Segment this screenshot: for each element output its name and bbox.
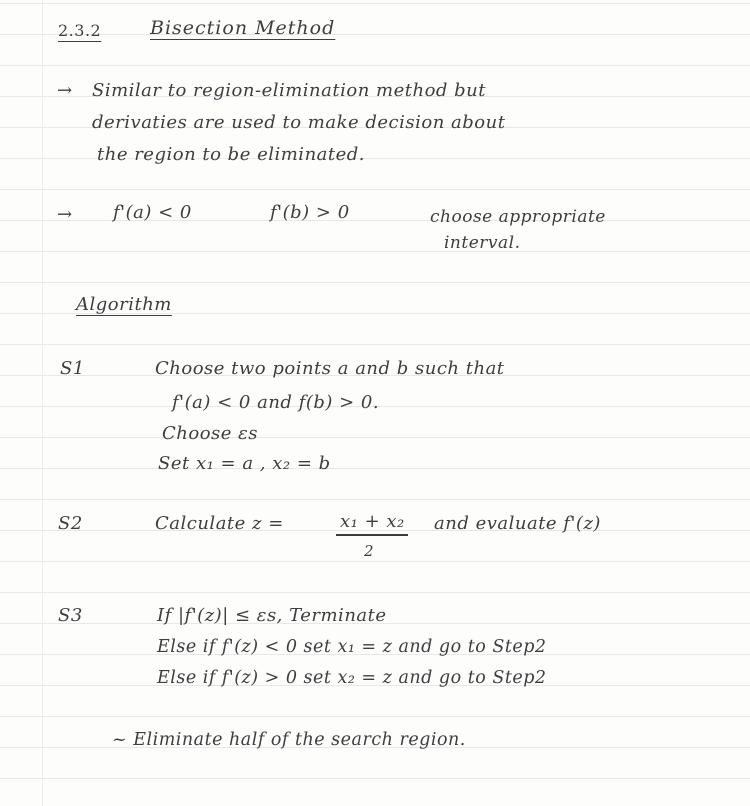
algorithm-title: Algorithm — [76, 294, 172, 315]
s1-label: S1 — [60, 358, 85, 379]
margin-line — [42, 0, 43, 806]
intro-line-3: the region to be eliminated. — [97, 144, 366, 165]
s3-line-1: If |f'(z)| ≤ εs, Terminate — [157, 605, 387, 626]
condition-fa: f'(a) < 0 — [113, 202, 192, 223]
s2-denominator: 2 — [364, 542, 375, 560]
condition-note-line-2: interval. — [444, 233, 521, 253]
condition-fb: f'(b) > 0 — [270, 202, 350, 223]
s3-line-3: Else if f'(z) > 0 set x₂ = z and go to Step2 — [157, 668, 547, 688]
condition-note-line-1: choose appropriate — [430, 207, 606, 227]
condition-arrow: → — [57, 204, 73, 225]
footer-note: ~ Eliminate half of the search region. — [112, 730, 466, 750]
section-number: 2.3.2 — [58, 21, 102, 40]
s2-evaluate: and evaluate f'(z) — [434, 513, 601, 534]
s1-line-1: Choose two points a and b such that — [155, 358, 505, 379]
s1-line-2: f'(a) < 0 and f(b) > 0. — [172, 392, 380, 413]
section-title: Bisection Method — [150, 17, 336, 39]
intro-line-1: Similar to region-elimination method but — [92, 80, 487, 101]
s3-line-2: Else if f'(z) < 0 set x₁ = z and go to Step2 — [157, 637, 547, 657]
fraction-bar — [336, 534, 408, 536]
s2-numerator: x₁ + x₂ — [340, 511, 405, 532]
s2-label: S2 — [58, 513, 83, 534]
intro-line-2: derivaties are used to make decision about — [92, 112, 506, 133]
s2-calc: Calculate z = — [155, 513, 284, 534]
s1-line-4: Set x₁ = a , x₂ = b — [158, 453, 331, 474]
intro-arrow: → — [57, 80, 73, 101]
s1-line-3: Choose εs — [162, 423, 259, 444]
s3-label: S3 — [58, 605, 83, 626]
